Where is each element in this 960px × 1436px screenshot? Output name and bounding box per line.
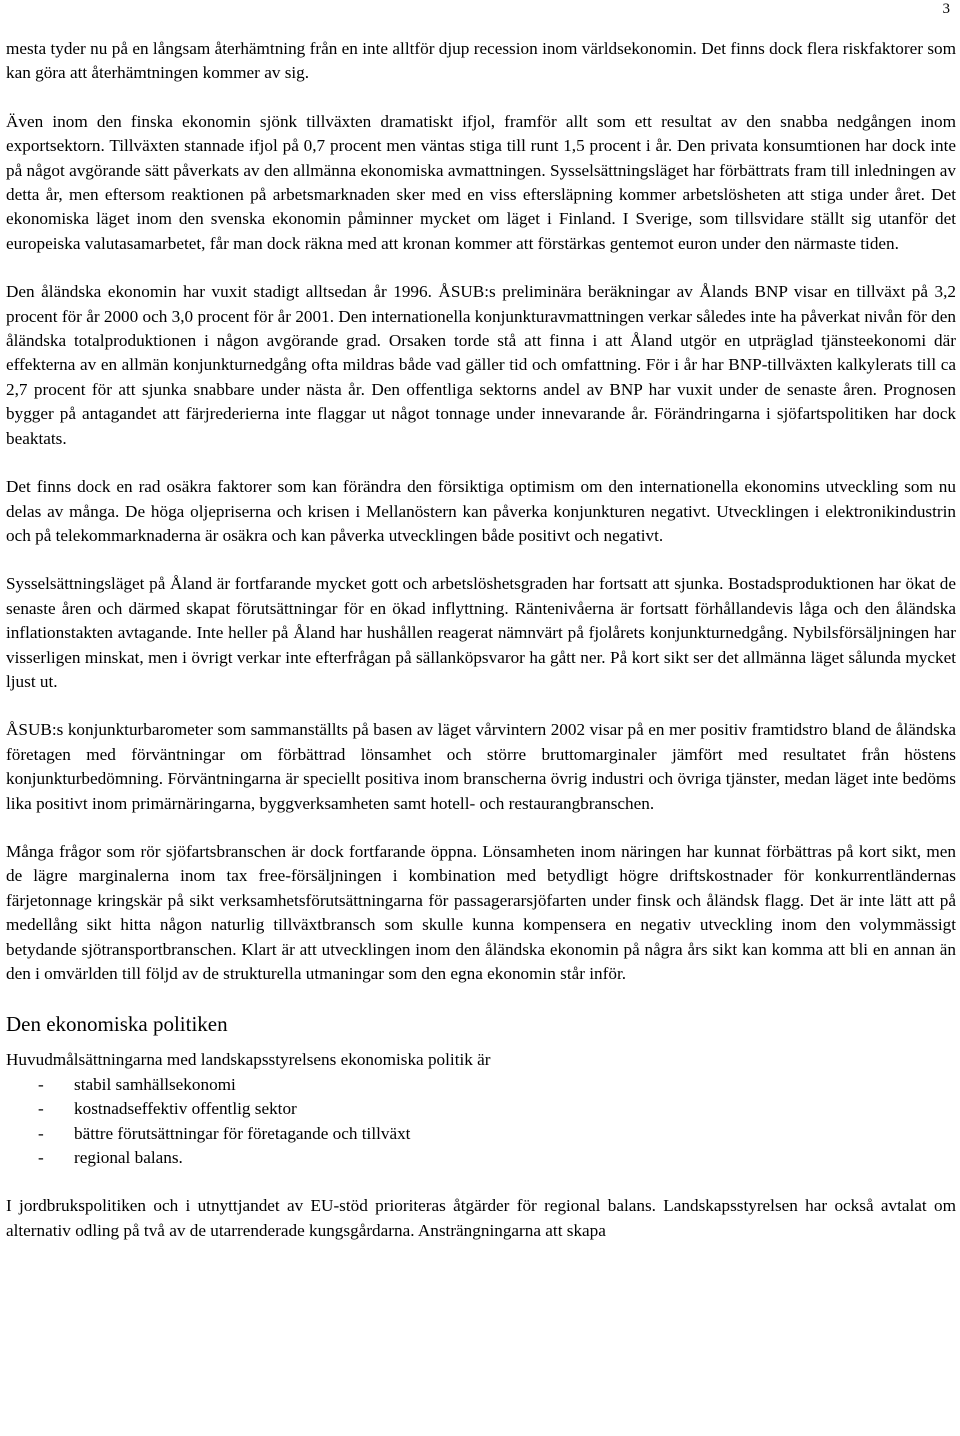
paragraph-shipping: Många frågor som rör sjöfartsbranschen är dock fortfarande öppna. Lönsamheten inom näringen har kunnat förbättras på kort sikt, men de lägre marginalerna inom tax free-försäljningen i kombination med betydligt högre driftskostnader för konkurrentländernas färjetonnage kringskär på sikt verksamhetsförutsättningarna för passagerarsjöfarten under finsk och åländsk flagg. Det är inte lätt att på medellång sikt hitta någon naturlig tillväxtbransch som skulle kunna kompensera en negativ utveckling inom den volymmässigt betydande sjötransportbranschen. Klart är att utvecklingen inom den åländska ekonomin på några års sikt kan komma att bli en annan än den i omvärlden till följd av de strukturella utmaningar som den egna ekonomin står inför.: [6, 841, 956, 983]
paragraph-business-barometer: ÅSUB:s konjunkturbarometer som sammanställts på basen av läget vårvintern 2002 visar på en mer positiv framtidstro bland de åländska företagen med förväntningar om förbättrad lönsamhet och större bruttomarginaler jämfört med resultatet från höstens konjunkturbedömning. Förväntningarna är speciellt positiva inom branscherna övrig industri och övriga tjänster, medan läget inte bedöms lika positivt inom primärnäringarna, byggverksamheten samt hotell- och restaurangbranschen.: [6, 720, 956, 813]
paragraph-employment: Sysselsättningsläget på Åland är fortfarande mycket gott och arbetslöshetsgraden har fortsatt att sjunka. Bostadsproduktionen har ökat de senaste åren och därmed skapat förutsättningar för en ökad inflyttning. Räntenivåerna är fortsatt förhållandevis låga och den åländska inflationstakten avtagande. Inte heller på Åland har hushållen reagerat nämnvärt på fjolårets konjunkturnedgång. Nybilsförsäljningen har visserligen minskat, men i övrigt verkar inte efterfrågan på sällanköpsvaror ha gått ner. På kort sikt ser det allmänna läget sålunda mycket ljust ut.: [6, 574, 956, 691]
list-item-text: kostnadseffektiv offentlig sektor: [74, 1099, 297, 1119]
paragraph-world-economy: mesta tyder nu på en långsam återhämtning från en inte alltför djup recession inom världsekonomin. Det finns dock flera riskfaktorer som kan göra att återhämtningen kommer av sig.: [6, 39, 956, 83]
list-bullet: -: [38, 1074, 44, 1094]
list-item: [6, 1097, 956, 1121]
paragraph-agricultural-policy: I jordbrukspolitiken och i utnyttjandet av EU-stöd prioriteras åtgärder för regional balans. Landskapsstyrelsen har också avtalat om alternativ odling på två av de utarrenderade kungsgårdarna. Ansträngningarna att skapa: [6, 1196, 956, 1240]
section-heading: Den ekonomiska politiken: [6, 1012, 228, 1037]
list-item-text: bättre förutsättningar för företagande och tillväxt: [74, 1123, 411, 1143]
list-bullet: -: [38, 1148, 44, 1168]
paragraph-aland-economy: Den åländska ekonomin har vuxit stadigt alltsedan år 1996. ÅSUB:s preliminära beräkningar av Ålands BNP visar en tillväxt på 3,2 procent för år 2000 och 3,0 procent för år 2001. Den internationella konjunkturavmattningen verkar således inte ha påverkat nivån för den åländska totalproduktionen i någon avgörande grad. Orsaken torde stå att finna i att Åland utgör en utpräglad tjänsteekonomi där effekterna av en allmän konjunkturnedgång ofta mildras både vad gäller tid och omfattning. För i år har BNP-tillväxten kalkylerats till ca 2,7 procent för att sjunka snabbare under nästa år. Den offentliga sektorns andel av BNP har vuxit under de senaste åren. Prognosen bygger på antagandet att färjrederierna inte flaggar ut något tonnage under innevarande år. Förändringarna i sjöfartspolitiken har dock beaktats.: [6, 282, 956, 448]
page-content: [6, 37, 956, 1267]
page-number: 3: [942, 1, 950, 17]
paragraph-finnish-economy: Även inom den finska ekonomin sjönk tillväxten dramatiskt ifjol, framför allt som ett resultat av den snabba nedgången inom exportsektorn. Tillväxten stannade ifjol på 0,7 procent men väntas stiga till runt 1,5 procent i år. Den privata konsumtionen har dock inte på något avgörande sätt påverkats av den allmänna ekonomiska avmattningen. Sysselsättningsläget har förbättrats fram till inledningen av detta år, men eftersom reaktionen på arbetsmarknaden sker med en viss eftersläpning kommer arbetslösheten att stiga under året. Det ekonomiska läget inom den svenska ekonomin påminner mycket om läget i Finland. I Sverige, som tillsvidare ställt sig utanför det europeiska valutasamarbetet, får man dock räkna med att kronan kommer att förstärkas gentemot euron under den närmaste tiden.: [6, 111, 956, 253]
list-item-text: stabil samhällsekonomi: [74, 1074, 236, 1094]
list-bullet: -: [38, 1123, 44, 1143]
goals-list: [6, 1073, 956, 1171]
list-item-text: regional balans.: [74, 1148, 183, 1168]
list-item: [6, 1122, 956, 1146]
section-intro: Huvudmålsättningarna med landskapsstyrelsens ekonomiska politik är: [6, 1050, 491, 1070]
list-bullet: -: [38, 1099, 44, 1119]
list-item: [6, 1146, 956, 1170]
list-item: [6, 1073, 956, 1097]
paragraph-uncertainty-factors: Det finns dock en rad osäkra faktorer som kan förändra den försiktiga optimism om den internationella ekonomins utveckling som nu delas av många. De höga oljepriserna och krisen i Mellanöstern kan påverka konjunkturen negativt. Utvecklingen i elektronikindustrin och på telekommarknaderna är osäkra och kan påverka utvecklingen både positivt och negativt.: [6, 477, 956, 545]
document-page: [6, 0, 956, 1436]
